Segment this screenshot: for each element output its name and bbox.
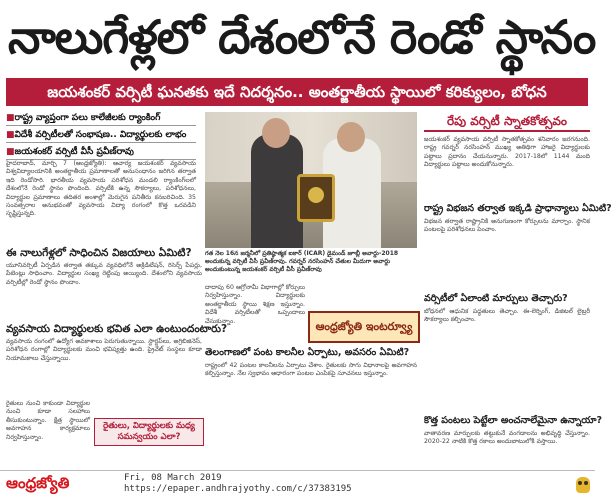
footer bbox=[0, 470, 595, 497]
interview-label: ఆంధ్రజ్యోతి ఇంటర్వ్యూ bbox=[308, 311, 420, 343]
owl-icon bbox=[576, 477, 590, 493]
answer-4: బోధనలో ఆధునిక పద్ధతులు తెచ్చాం. ఈ-లెర్నింగ్, డిజిటల్ లైబ్రరీ సౌకర్యాలు కల్పించాం. bbox=[424, 308, 590, 324]
bullet-item: ■ రాష్ట్ర వ్యాప్తంగా పలు కాలేజీలకు ర్యాంకింగ్ bbox=[6, 112, 196, 126]
convocation-text: జయశంకర్ వ్యవసాయ వర్సిటీ స్నాతకోత్సవం శనివారం జరగనుంది. రాష్ట్ర గవర్నర్ నరసింహన్ ముఖ్య అతిథిగా హాజరై విద్యార్థులకు పట్టాలు ప్రదానం చేయనున్నారు. 2017-18లో 1144 మంది విద్యార్థులు పట్టాలు అందుకోనున్నారు. bbox=[424, 136, 590, 169]
question-1: ఈ నాలుగేళ్లలో సాధించిన విజయాలు ఏమిటి? bbox=[6, 247, 192, 259]
box-question: రైతులు, విద్యార్థులకు మధ్య సమన్వయం ఎలా? bbox=[94, 418, 204, 446]
answer-telangana: రాష్ట్రంలో 42 పంటల కాలనీలను ఏర్పాటు చేశాం. రైతులకు సాగు విధానాలపై అవగాహన కల్పిస్తున్నాం. నేల స్వభావం ఆధారంగా పంటల ఎంపికపై సూచనలు ఇస్తున్నాం. bbox=[205, 362, 417, 378]
answer-5: వాతావరణ మార్పులకు తట్టుకునే వంగడాలను అభివృద్ధి చేస్తున్నాం. 2020-22 నాటికి కొత్త రకాలు అందుబాటులోకి వస్తాయి. bbox=[424, 430, 590, 446]
source-url[interactable]: https://epaper.andhrajyothy.com/c/37383195 bbox=[124, 484, 352, 494]
question-4: వర్సిటీలో ఏలాంటి మార్పులు తెచ్చారు? bbox=[424, 293, 568, 304]
question-5: కొత్త పంటలు పెట్టేలా అంచనాలేమైనా ఉన్నాయా? bbox=[424, 415, 603, 426]
bullet-item: ■ జయశంకర్ వర్సిటీ వీసీ ప్రవీణ్‌రావు bbox=[6, 146, 196, 160]
photo-caption: గత నెల 16న జర్మనీలో ప్రతిష్ఠాత్మక ఐకార్ (ICAR) డైమండ్ జూబ్లీ అవార్డు-2018 అందుకున్న వర్సిటీ వీసీ ప్రవీణ్‌రావు. గవర్నర్ నరసింహన్ చేతుల మీదుగా అవార్డు అందుకుంటున్న జయశంకర్ వర్సిటీ వీసీ ప్రవీణ్‌రావు bbox=[205, 250, 399, 273]
edition-date: Fri, 08 March 2019 bbox=[124, 473, 222, 483]
bottom-left-text: రైతులు నుంచి కాకుండా విద్యార్థుల నుంచి కూడా సలహాలు తీసుకుంటున్నాం. క్షేత్ర స్థాయిలో అవగాహన కార్యక్రమాలు నిర్వహిస్తున్నాం. bbox=[6, 400, 90, 441]
question-3: రాష్ట్ర విభజన తర్వాత ఇక్కడి ప్రాధాన్యాలు ఏమిటి? bbox=[424, 203, 612, 214]
convocation-title: రేపు వర్సిటీ స్నాతకోత్సవం bbox=[424, 112, 590, 132]
subheadline: జయశంకర్ వర్సిటీ ఘనతకు ఇదే నిదర్శనం.. అంతర్జాతీయ స్థాయిలో కరిక్యులం, బోధన bbox=[6, 78, 588, 106]
bullet-list bbox=[6, 112, 196, 163]
convocation-box bbox=[424, 112, 590, 206]
answer-3: విభజన తర్వాత రాష్ట్రానికి అనుగుణంగా కోర్సులను మార్చాం. స్థానిక పంటలపై పరిశోధనలు పెంచాం. bbox=[424, 218, 590, 234]
intro-text: హైదరాబాద్, మార్చి 7 (ఆంధ్రజ్యోతి): ఆచార్య జయశంకర్ వ్యవసాయ విశ్వవిద్యాలయానికి అంతర్జాతీయ ప్రమాణాలతో అనుసంధానం జరిగిన తర్వాత ఇది రెండోసారి. భారతీయ వ్యవసాయ పరిశోధన మండలి ర్యాంకింగ్‌లలో దేశంలోనే రెండో స్థానం పొందింది. వర్సిటీకి ఉన్న సౌకర్యాలు, పరిశోధనలు, విద్యార్థుల ప్రమాణాలు తదితర అంశాల్లో మెరుగైన పనితీరు కనబరిచింది. 35 సంవత్సరాల అనుభవంతో వ్యవసాయ విద్యా రంగంలో కొత్త ఒరవడిని సృష్టిస్తున్నది. bbox=[6, 160, 196, 218]
newspaper-logo: ఆంధ్రజ్యోతి bbox=[6, 474, 70, 492]
answer-1: యూనివర్సిటీ ఏర్పడిన తర్వాత తక్కువ వ్యవధిలోనే అక్రిడిటేషన్, రిసెర్చ్ పేపర్లు, పేటెంట్లు సాధించాం. విద్యార్థుల సంఖ్య రెట్టింపు అయ్యింది. దేశంలోని వ్యవసాయ వర్సిటీల్లో రెండో స్థానం పొందాం. bbox=[6, 262, 202, 286]
center-text: దాదాపు 60 ఆగ్రోనామీ విభాగాల్లో కోర్సులు నిర్వహిస్తున్నాం. విద్యార్థులకు అంతర్జాతీయ స్థాయి శిక్షణ ఇస్తున్నాం. విదేశీ వర్సిటీలతో ఒప్పందాలు చేసుకున్నాం. bbox=[205, 284, 305, 325]
question-telangana: తెలంగాణలో పంట కాలనీల ఏర్పాటు, అవసరం ఏమిటి? bbox=[205, 347, 410, 358]
answer-2: వ్యవసాయ రంగంలో ఉద్యోగ అవకాశాలు పెరుగుతున్నాయి. స్టార్టప్‌లు, అగ్రిబిజినెస్, పరిశోధన రంగాల్లో విద్యార్థులకు మంచి భవిష్యత్తు ఉంది. ప్రైవేట్ సంస్థలు కూడా నియామకాలు చేస్తున్నాయి. bbox=[6, 338, 202, 362]
question-2: వ్యవసాయ విద్యార్థులకు భవిత ఎలా ఉంటుందంటారు? bbox=[6, 323, 228, 335]
news-photo bbox=[205, 112, 417, 248]
award-plaque-icon bbox=[297, 174, 335, 222]
headline: నాలుగేళ్లలో దేశంలోనే రెండో స్థానం bbox=[8, 10, 596, 64]
bullet-item: ■ విదేశీ వర్సిటీలతో సంభాషణ.. విద్యార్థులకు లాభం bbox=[6, 129, 196, 143]
